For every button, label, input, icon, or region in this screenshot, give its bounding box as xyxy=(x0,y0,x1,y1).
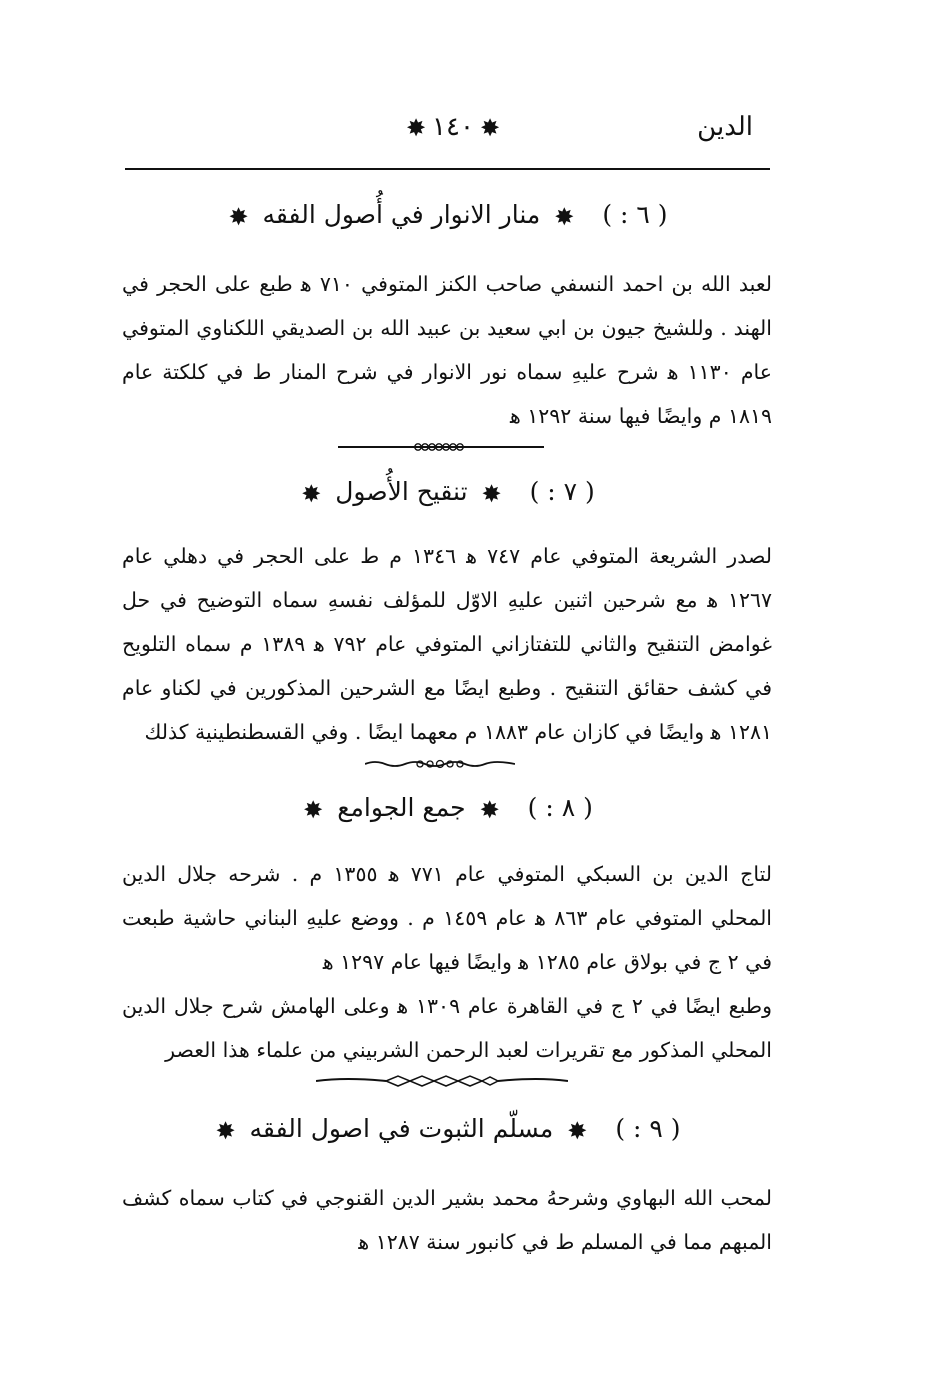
section-title: مسلّم الثبوت في اصول الفقه xyxy=(249,1114,554,1143)
ornament-star-icon: ✸ xyxy=(481,479,502,508)
ornament-star-icon: ✸ xyxy=(479,795,500,824)
ornament-star-icon: ✸ xyxy=(554,202,575,231)
ornamental-divider xyxy=(365,758,515,770)
ornament-star-icon: ✸ xyxy=(567,1116,588,1145)
paragraph: لصدر الشريعة المتوفي عام ٧٤٧ ﻫ ١٣٤٦ م ط على الحجر في دهلي عام ١٢٦٧ ﻫ مع شرحين اثنين عليهِ الاوّل للمؤلف نفسهِ سماه التوضيح في حل غوامض التنقيح والثاني للتفتازاني المتوفي عام ٧٩٢ ﻫ ١٣٨٩ م سماه التلويح في كشف حقائق التنقيح . وطبع ايضًا مع الشرحين المذكورين في لكناو عام ١٢٨١ ﻫ وايضًا في كازان عام ١٨٨٣ م معهما ايضًا . وفي القسطنطينية كذلك xyxy=(122,544,772,744)
ornament-star-icon: ✸ xyxy=(303,795,324,824)
paragraph: لتاج الدين بن السبكي المتوفي عام ٧٧١ ﻫ ١٣٥٥ م . شرحه جلال الدين المحلي المتوفي عام ٨٦٣ ﻫ عام ١٤٥٩ م . ووضع عليهِ البناني حاشية طبعت في ٢ ج في بولاق عام ١٢٨٥ ﻫ وايضًا فيها عام ١٢٩٧ ﻫ xyxy=(122,862,773,974)
section-number: ( ٧ : ) xyxy=(529,477,595,506)
paragraph: وطبع ايضًا في ٢ ج في القاهرة عام ١٣٠٩ ﻫ وعلى الهامش شرح جلال الدين المحلي المذكور مع تقريرات لعبد الرحمن الشربيني من علماء هذا العصر xyxy=(122,994,772,1062)
section-body xyxy=(122,534,772,754)
section-heading xyxy=(125,1114,765,1143)
running-head-title: الدين xyxy=(697,112,753,142)
section-body xyxy=(122,262,772,438)
section-title: تنقيح الأُصول xyxy=(335,477,468,506)
page-number-block xyxy=(383,112,523,142)
section-heading xyxy=(125,200,765,229)
section-number: ( ٦ : ) xyxy=(602,200,668,229)
running-head xyxy=(125,112,765,152)
page-number: ١٤٠ xyxy=(432,112,474,142)
paragraph: لمحب الله البهاوي وشرحهُ محمد بشير الدين القنوجي في كتاب سماه كشف المبهم مما في المسلم ط في كانبور سنة ١٢٨٧ ﻫ xyxy=(122,1186,772,1254)
section-heading xyxy=(125,793,765,822)
ornamental-divider xyxy=(338,441,544,453)
header-rule xyxy=(125,168,770,170)
ornament-star-icon: ✸ xyxy=(479,114,501,142)
section-heading xyxy=(125,477,765,506)
ornament-star-icon: ✸ xyxy=(405,114,427,142)
section-title: جمع الجوامع xyxy=(337,793,466,822)
section-title: منار الانوار في أُصول الفقه xyxy=(262,200,541,229)
ornament-star-icon: ✸ xyxy=(301,479,322,508)
section-number: ( ٨ : ) xyxy=(527,793,593,822)
ornament-star-icon: ✸ xyxy=(228,202,249,231)
section-body xyxy=(122,1176,772,1264)
ornament-star-icon: ✸ xyxy=(215,1116,236,1145)
section-body xyxy=(122,852,772,1072)
paragraph: لعبد الله بن احمد النسفي صاحب الكنز المتوفي ٧١٠ ﻫ طبع على الحجر في الهند . وللشيخ جيون بن ابي سعيد بن عبيد الله بن الصديقي اللكناوي المتوفي عام ١١٣٠ ﻫ شرح عليهِ سماه نور الانوار في شرح المنار ط في كلكتة عام ١٨١٩ م وايضًا فيها سنة ١٢٩٢ ﻫ xyxy=(122,272,773,428)
ornamental-divider xyxy=(316,1074,568,1086)
section-number: ( ٩ : ) xyxy=(615,1114,681,1143)
